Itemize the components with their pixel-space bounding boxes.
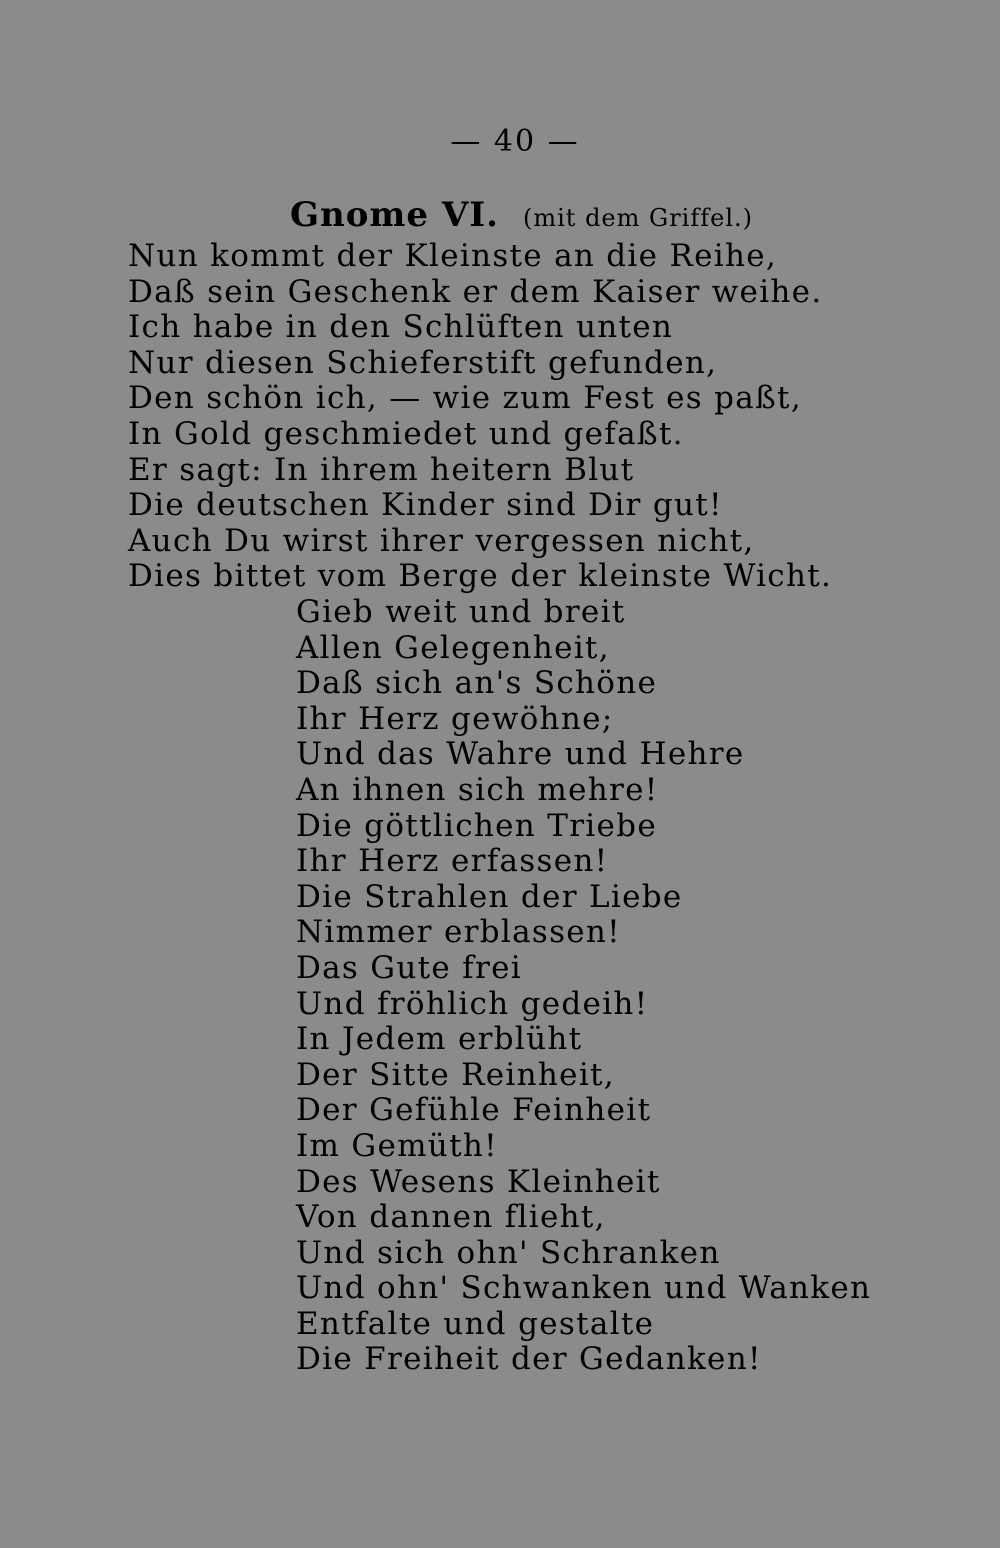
poem-line: Allen Gelegenheit, bbox=[296, 629, 610, 666]
page-number: — 40 — bbox=[450, 124, 580, 159]
poem-line: Gieb weit und breit bbox=[296, 594, 626, 630]
poem-line: Die Strahlen der Liebe bbox=[296, 878, 683, 915]
poem-line: Die göttlichen Triebe bbox=[296, 807, 657, 844]
poem-subtitle: (mit dem Griffel.) bbox=[523, 204, 753, 232]
poem-heading bbox=[290, 192, 753, 241]
poem-line: Im Gemüth! bbox=[296, 1127, 498, 1164]
poem-line: Den schön ich, — wie zum Fest es paßt, bbox=[128, 380, 802, 417]
poem-line: Nur diesen Schieferstift gefunden, bbox=[128, 344, 718, 381]
poem-line: Ihr Herz gewöhne; bbox=[296, 700, 614, 737]
poem-line: Ihr Herz erfassen! bbox=[296, 843, 609, 880]
poem-line: Nun kommt der Kleinste an die Reihe, bbox=[128, 238, 778, 274]
poem-line: Daß sein Geschenk er dem Kaiser weihe. bbox=[128, 273, 823, 310]
poem-line: Des Wesens Kleinheit bbox=[296, 1163, 661, 1200]
poem-line: Ich habe in den Schlüften unten bbox=[128, 309, 674, 346]
poem-line: In Gold geschmiedet und gefaßt. bbox=[128, 415, 684, 452]
stanza-one bbox=[128, 239, 832, 595]
poem-line: Der Sitte Reinheit, bbox=[296, 1056, 615, 1093]
poem-line: Er sagt: In ihrem heitern Blut bbox=[128, 451, 635, 488]
poem-line: Und sich ohn' Schranken bbox=[296, 1234, 721, 1271]
poem-line: Von dannen flieht, bbox=[296, 1199, 606, 1236]
poem-line: Und das Wahre und Hehre bbox=[296, 736, 745, 773]
poem-line: Die Freiheit der Gedanken! bbox=[296, 1341, 762, 1378]
poem-line: Auch Du wirst ihrer vergessen nicht, bbox=[128, 522, 755, 559]
poem-line: Daß sich an's Schöne bbox=[296, 665, 658, 702]
poem-line: Dies bittet vom Berge der kleinste Wicht. bbox=[128, 558, 833, 595]
poem-line: Die deutschen Kinder sind Dir gut! bbox=[128, 487, 723, 524]
poem-line: In Jedem erblüht bbox=[296, 1021, 583, 1058]
stanza-two bbox=[296, 595, 871, 1378]
poem-line: Das Gute frei bbox=[296, 949, 522, 986]
poem-line: Entfalte und gestalte bbox=[296, 1305, 655, 1342]
poem-line: Und fröhlich gedeih! bbox=[296, 985, 649, 1022]
poem-line: An ihnen sich mehre! bbox=[296, 771, 659, 808]
poem-line: Der Gefühle Feinheit bbox=[296, 1092, 652, 1129]
poem-title: Gnome VI. bbox=[290, 195, 499, 235]
poem-line: Und ohn' Schwanken und Wanken bbox=[296, 1270, 872, 1307]
poem-line: Nimmer erblassen! bbox=[296, 914, 621, 951]
